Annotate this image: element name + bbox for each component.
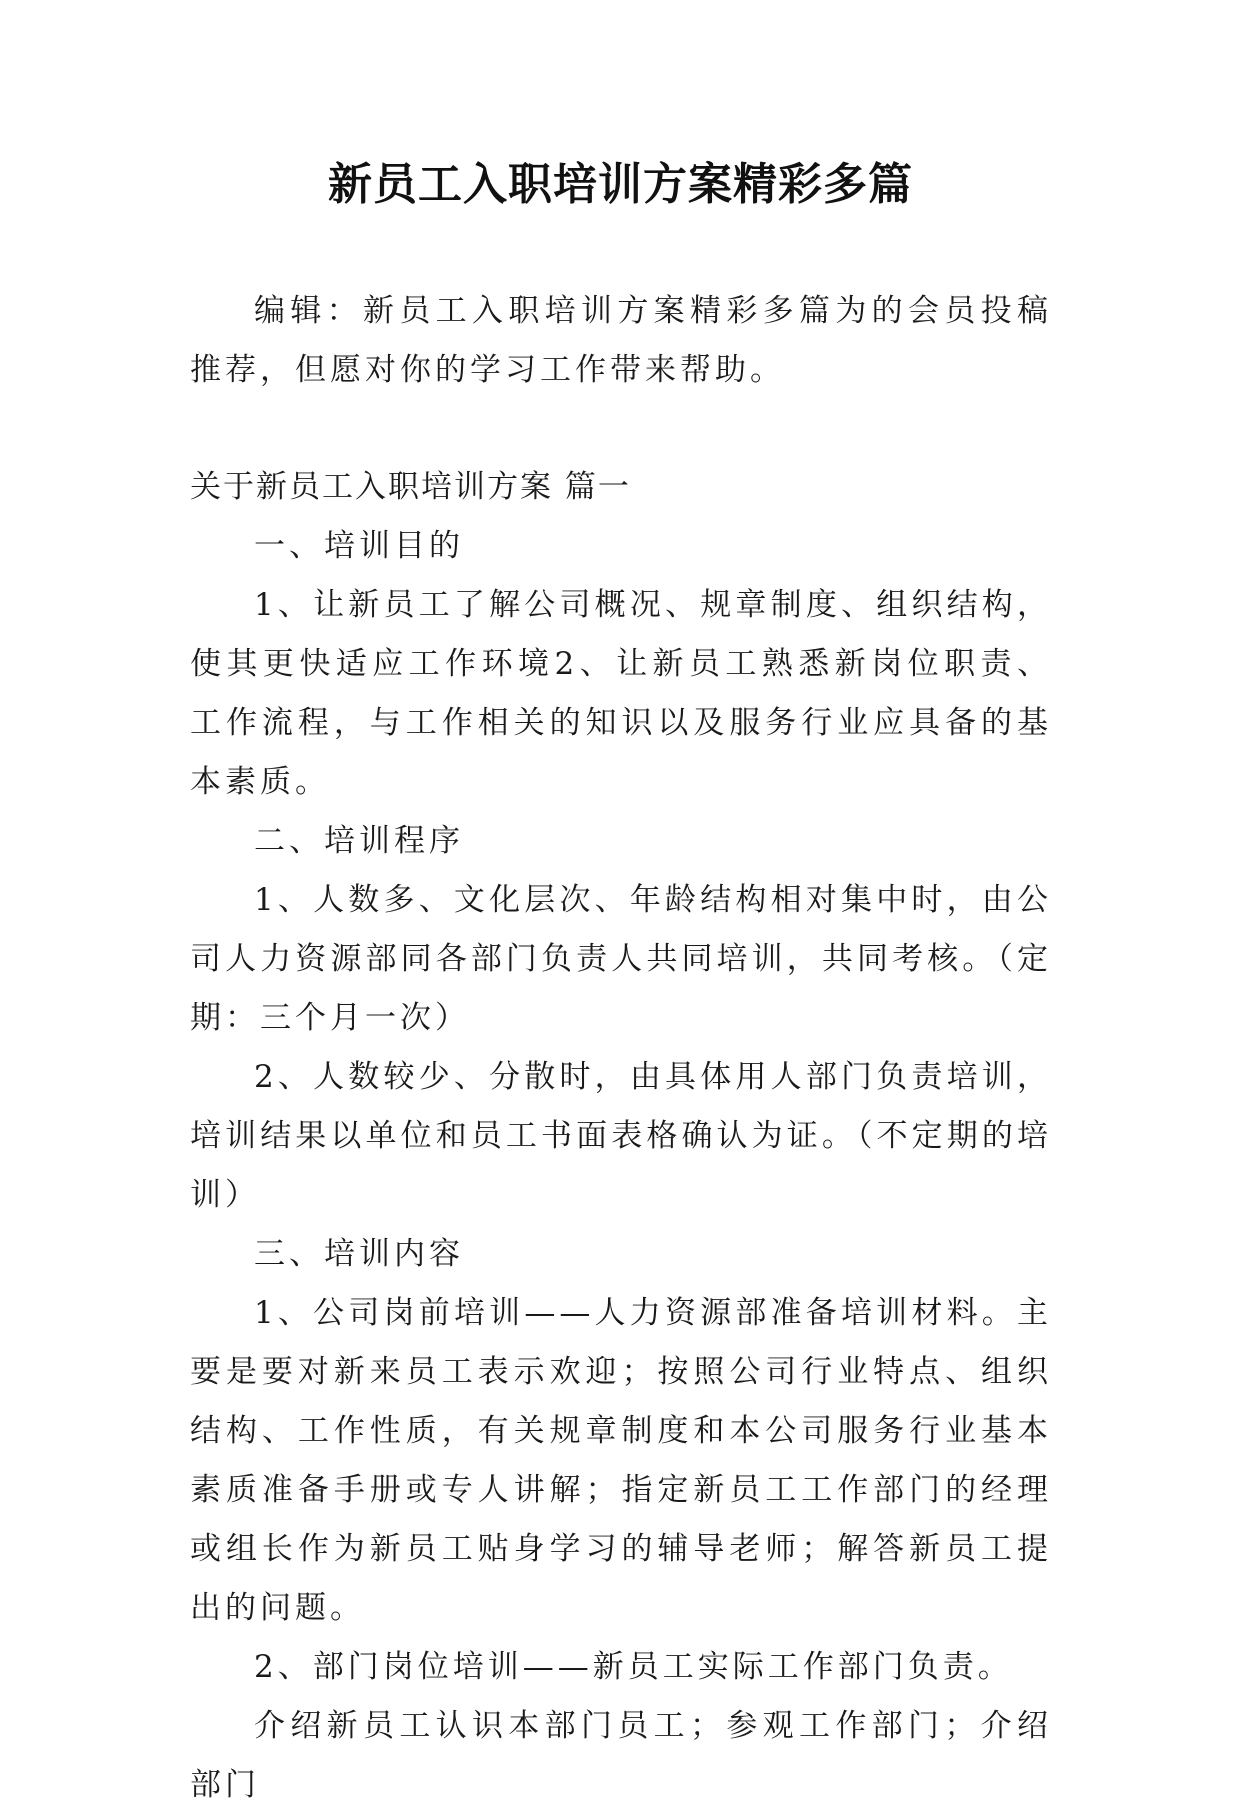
paragraph-procedure-1: 1、人数多、文化层次、年龄结构相对集中时，由公司人力资源部同各部门负责人共同培训，共同考核。（定期：三个月一次） — [190, 882, 1052, 1036]
intro-paragraph: 编辑：新员工入职培训方案精彩多篇为的会员投稿推荐，但愿对你的学习工作带来帮助。 — [190, 293, 1052, 388]
heading-purpose: 一、培训目的 — [254, 528, 464, 564]
paragraph-content-3: 介绍新员工认识本部门员工；参观工作部门；介绍部门 — [190, 1708, 1052, 1803]
paragraph-gap — [190, 400, 1052, 458]
section-title: 关于新员工入职培训方案 篇一 — [190, 469, 631, 505]
paragraph-purpose-items: 1、让新员工了解公司概况、规章制度、组织结构，使其更快适应工作环境2、让新员工熟悉新岗位职责、工作流程，与工作相关的知识以及服务行业应具备的基本素质。 — [190, 587, 1052, 800]
paragraph-content-2: 2、部门岗位培训——新员工实际工作部门负责。 — [254, 1649, 1013, 1685]
paragraph-procedure-2: 2、人数较少、分散时，由具体用人部门负责培训，培训结果以单位和员工书面表格确认为证。（不定期的培训） — [190, 1059, 1052, 1213]
paragraph-content-1: 1、公司岗前培训——人力资源部准备培训材料。主要是要对新来员工表示欢迎；按照公司行业特点、组织结构、工作性质，有关规章制度和本公司服务行业基本素质准备手册或专人讲解；指定新员工工作部门的经理或组长作为新员工贴身学习的辅导老师；解答新员工提出的问题。 — [190, 1295, 1052, 1626]
document-body — [190, 282, 1052, 1815]
document-title: 新员工入职培训方案精彩多篇 — [328, 159, 913, 210]
heading-content: 三、培训内容 — [254, 1236, 464, 1272]
heading-procedure: 二、培训程序 — [254, 823, 464, 859]
